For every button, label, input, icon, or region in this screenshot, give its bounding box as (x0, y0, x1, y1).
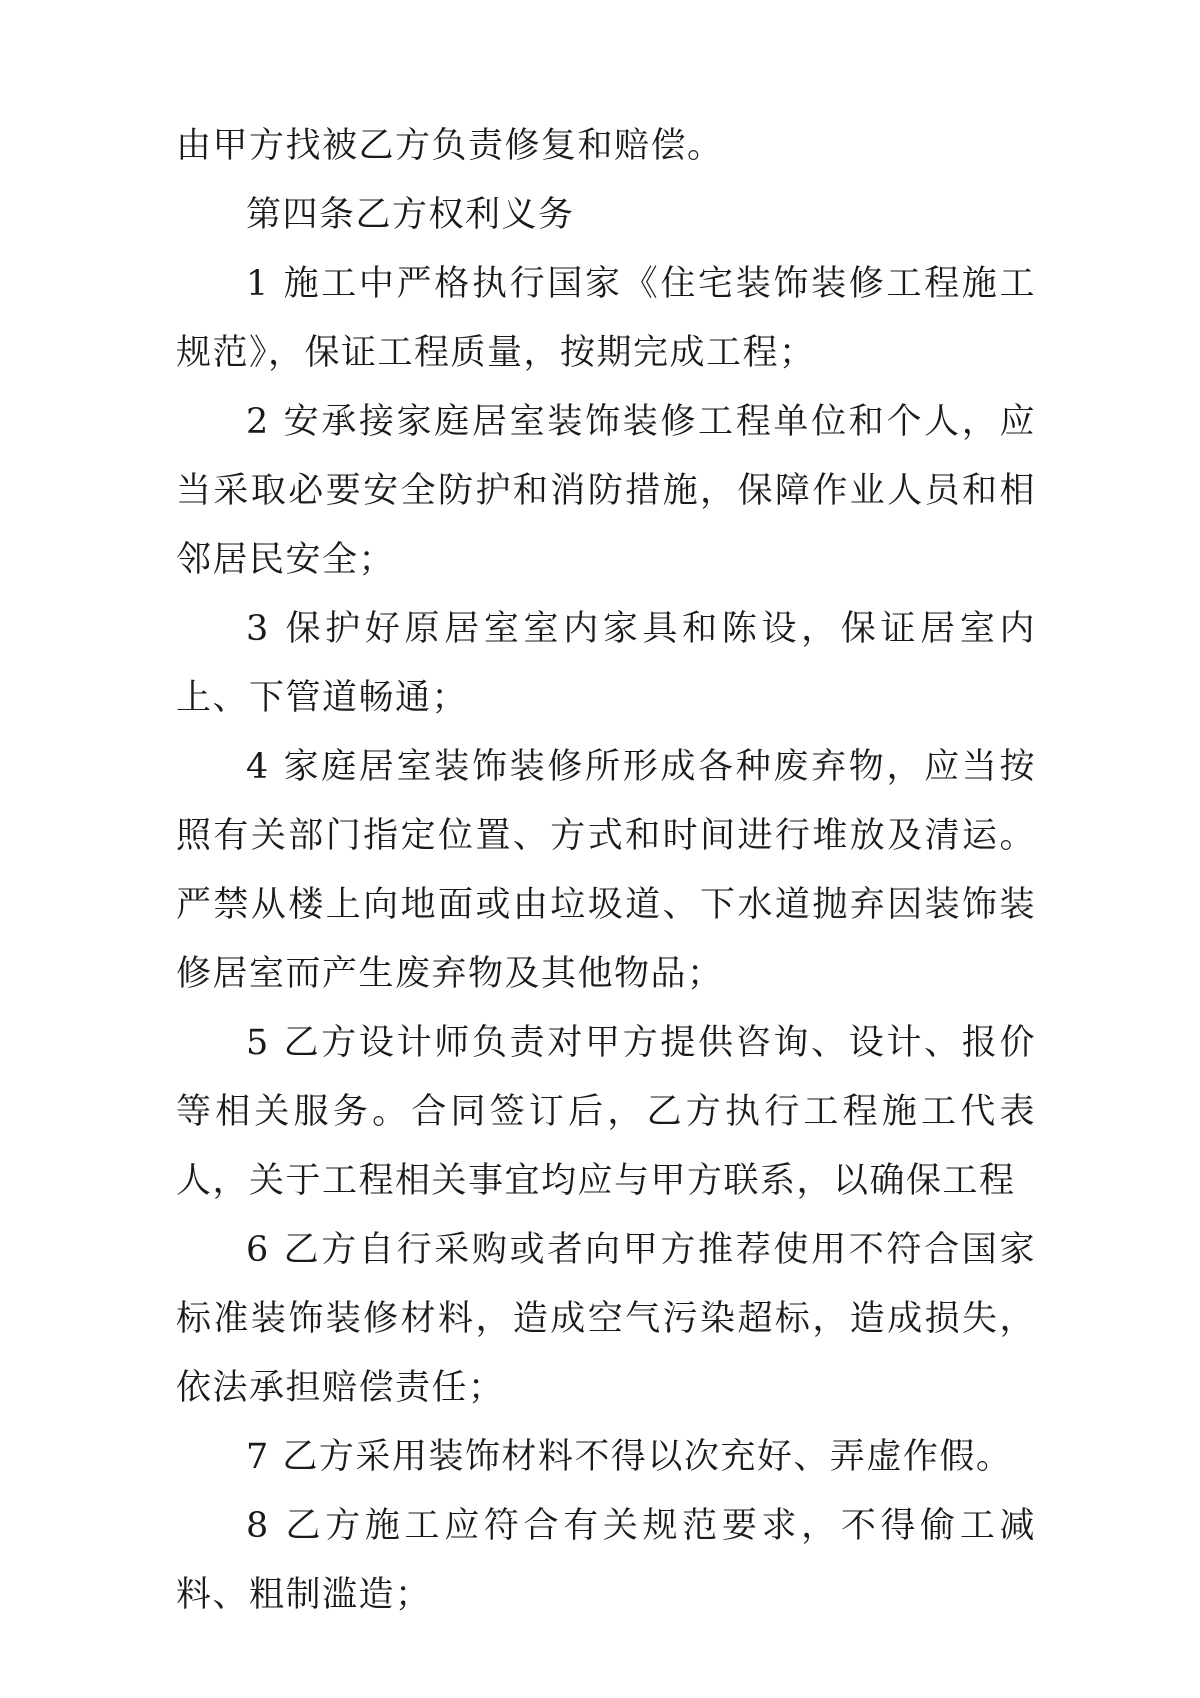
document-body (176, 112, 1036, 1630)
clause-7: 7 乙方采用装饰材料不得以次充好、弄虚作假。 (246, 1437, 1013, 1477)
clause-2: 2 安承接家庭居室装饰装修工程单位和个人，应当采取必要安全防护和消防措施，保障作业人员和相邻居民安全； (176, 402, 1036, 580)
clause-4: 4 家庭居室装饰装修所形成各种废弃物，应当按照有关部门指定位置、方式和时间进行堆放及清运。严禁从楼上向地面或由垃圾道、下水道抛弃因装饰装修居室而产生废弃物及其他物品； (176, 747, 1036, 994)
clause-8: 8 乙方施工应符合有关规范要求，不得偷工减料、粗制滥造； (176, 1506, 1036, 1615)
paragraph-continuation: 由甲方找被乙方负责修复和赔偿。 (176, 126, 724, 166)
clause-1: 1 施工中严格执行国家《住宅装饰装修工程施工规范》，保证工程质量，按期完成工程； (176, 264, 1036, 373)
clause-5: 5 乙方设计师负责对甲方提供咨询、设计、报价等相关服务。合同签订后，乙方执行工程施工代表人，关于工程相关事宜均应与甲方联系，以确保工程 (176, 1023, 1036, 1201)
clause-3: 3 保护好原居室室内家具和陈设，保证居室内上、下管道畅通； (176, 609, 1036, 718)
article-heading: 第四条乙方权利义务 (246, 195, 575, 235)
clause-6: 6 乙方自行采购或者向甲方推荐使用不符合国家标准装饰装修材料，造成空气污染超标，造成损失，依法承担赔偿责任； (176, 1230, 1036, 1408)
